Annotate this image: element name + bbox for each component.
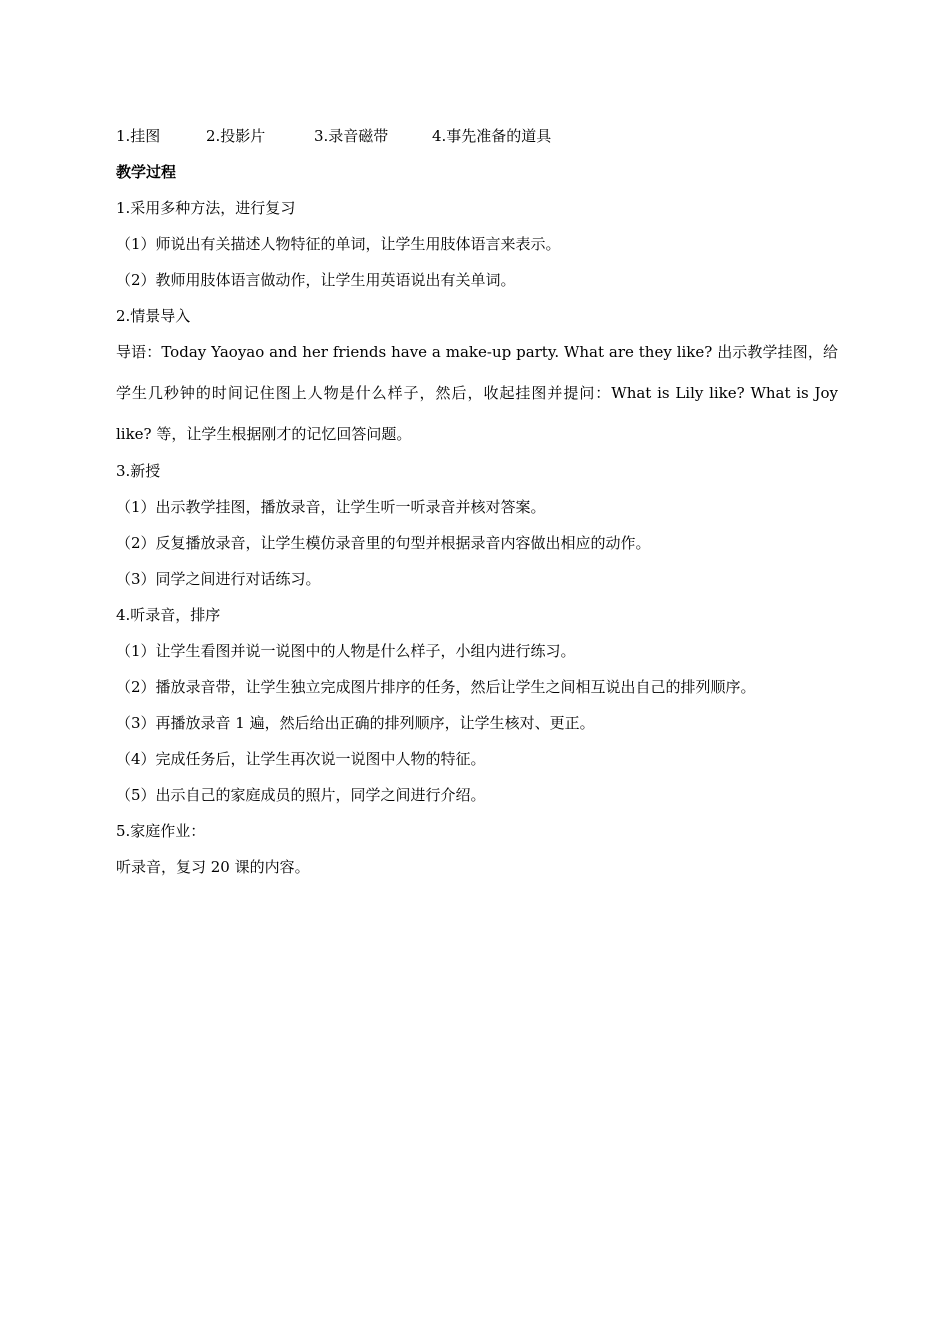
section-title-homework: 5.家庭作业： [116, 822, 206, 840]
section-title-lead-in: 2.情景导入 [116, 307, 191, 325]
new-teaching-item: （2）反复播放录音，让学生模仿录音里的句型并根据录音内容做出相应的动作。 [116, 534, 651, 552]
lead-in-paragraph: 导语：Today Yaoyao and her friends have a make-up party. What are they like? 出示教学挂图，给学生几秒钟的时间记住图上人物是什么样子，然后，收起挂图并提问：What is Lily like? What is Joy like? 等，让学生根据刚才的记忆回答问题。 [116, 343, 838, 443]
section-title-listening: 4.听录音，排序 [116, 606, 221, 624]
lesson-plan-body [116, 124, 838, 891]
new-teaching-item: （1）出示教学挂图，播放录音，让学生听一听录音并核对答案。 [116, 498, 546, 516]
review-item: （1）师说出有关描述人物特征的单词，让学生用肢体语言来表示。 [116, 235, 561, 253]
listening-item: （4）完成任务后，让学生再次说一说图中人物的特征。 [116, 750, 486, 768]
process-heading: 教学过程 [116, 163, 177, 181]
listening-item: （2）播放录音带，让学生独立完成图片排序的任务，然后让学生之间相互说出自己的排列顺序。 [116, 678, 756, 696]
listening-item: （3）再播放录音 1 遍，然后给出正确的排列顺序，让学生核对、更正。 [116, 714, 595, 732]
homework-text: 听录音，复习 20 课的内容。 [116, 858, 310, 876]
listening-item: （1）让学生看图并说一说图中的人物是什么样子，小组内进行练习。 [116, 642, 576, 660]
material-item: 2.投影片 [206, 127, 266, 145]
material-item: 3.录音磁带 [314, 127, 389, 145]
listening-item: （5）出示自己的家庭成员的照片，同学之间进行介绍。 [116, 786, 486, 804]
material-item: 4.事先准备的道具 [432, 127, 552, 145]
new-teaching-item: （3）同学之间进行对话练习。 [116, 570, 321, 588]
section-title-review: 1.采用多种方法，进行复习 [116, 199, 296, 217]
materials-list [116, 124, 838, 148]
review-item: （2）教师用肢体语言做动作，让学生用英语说出有关单词。 [116, 271, 516, 289]
section-title-new-teaching: 3.新授 [116, 462, 161, 480]
material-item: 1.挂图 [116, 127, 161, 145]
